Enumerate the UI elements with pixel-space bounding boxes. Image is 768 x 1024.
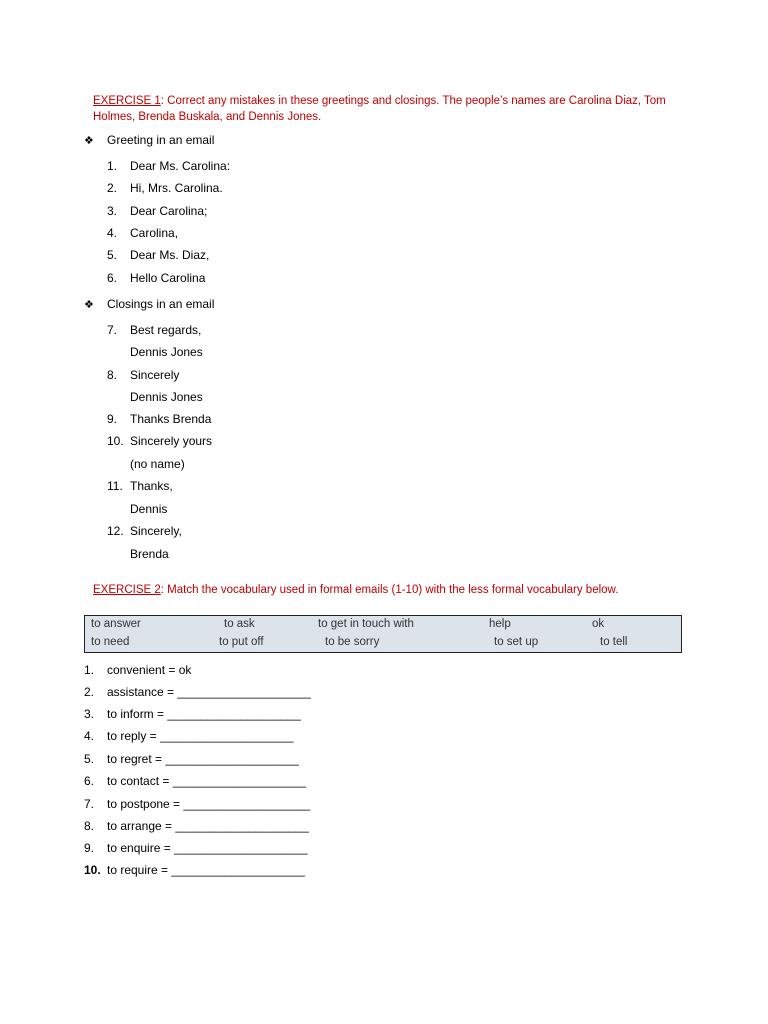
item-number: 9. xyxy=(84,841,95,855)
diamond-bullet-icon: ❖ xyxy=(84,135,94,147)
vocab-word: to get in touch with xyxy=(318,618,414,630)
item-text: convenient = ok xyxy=(107,663,192,677)
item-text: to postpone = ___________________ xyxy=(107,797,311,811)
vocabulary-box xyxy=(84,615,682,653)
item-number: 3. xyxy=(107,204,118,218)
vocab-word: to put off xyxy=(219,636,264,648)
item-number: 2. xyxy=(107,181,118,195)
list-item xyxy=(84,841,308,856)
item-number: 10. xyxy=(84,863,101,877)
item-number: 1. xyxy=(84,663,95,677)
list-item xyxy=(84,797,310,812)
list-item xyxy=(84,663,191,678)
list-item xyxy=(84,707,301,722)
list-item xyxy=(84,774,306,789)
item-text: Dear Carolina; xyxy=(130,204,208,218)
item-text: to regret = ____________________ xyxy=(107,752,299,766)
item-number: 6. xyxy=(107,271,118,285)
list-item xyxy=(84,819,309,834)
item-number: 9. xyxy=(107,412,118,426)
exercise1-instruction-line2: Holmes, Brenda Buskala, and Dennis Jones. xyxy=(93,110,322,123)
exercise1-instruction xyxy=(93,94,693,125)
item-text-second-line: Dennis Jones xyxy=(130,390,203,404)
item-number: 8. xyxy=(107,368,118,382)
item-text: Thanks, xyxy=(130,479,173,493)
closings-heading-text: Closings in an email xyxy=(107,297,215,311)
item-number: 5. xyxy=(84,752,95,766)
vocab-word: to need xyxy=(91,636,130,648)
vocab-word: to answer xyxy=(91,618,141,630)
item-number: 7. xyxy=(84,797,95,811)
item-text: to contact = ____________________ xyxy=(107,774,307,788)
item-text: Dear Ms. Carolina: xyxy=(130,159,231,173)
exercise2-colon: : xyxy=(160,584,164,596)
item-number: 1. xyxy=(107,159,118,173)
item-text: to enquire = ____________________ xyxy=(107,841,308,855)
item-number: 5. xyxy=(107,248,118,262)
item-text: Sincerely, xyxy=(130,524,182,538)
exercise1-colon: : xyxy=(160,95,164,107)
exercise2-label: EXERCISE 2 xyxy=(93,584,161,596)
item-number: 4. xyxy=(107,226,118,240)
exercise1-label: EXERCISE 1 xyxy=(93,95,161,107)
item-number: 3. xyxy=(84,707,95,721)
item-number: 7. xyxy=(107,323,118,337)
item-text-second-line: (no name) xyxy=(130,457,185,471)
vocab-word: help xyxy=(489,618,511,630)
item-number: 4. xyxy=(84,729,95,743)
item-text: to require = ____________________ xyxy=(107,863,305,877)
item-text-second-line: Brenda xyxy=(130,547,169,561)
vocab-word: to set up xyxy=(494,636,539,648)
item-number: 10. xyxy=(107,434,124,448)
item-number: 8. xyxy=(84,819,95,833)
list-item xyxy=(84,752,299,767)
item-text: to arrange = ____________________ xyxy=(107,819,309,833)
item-number: 11. xyxy=(107,479,123,493)
item-text: Best regards, xyxy=(130,323,202,337)
item-text: to inform = ____________________ xyxy=(107,707,301,721)
item-number: 2. xyxy=(84,685,95,699)
item-text: Carolina, xyxy=(130,226,179,240)
list-item xyxy=(84,685,311,700)
exercise1-instruction-line1: Correct any mistakes in these greetings and closings. The people’s names are Carolina Diaz, Tom xyxy=(163,95,666,107)
item-text: Dear Ms. Diaz, xyxy=(130,248,210,262)
vocab-word: ok xyxy=(592,618,605,630)
item-number: 12. xyxy=(107,524,124,538)
list-item xyxy=(84,863,305,878)
exercise2-instruction xyxy=(93,583,693,599)
item-number: 6. xyxy=(84,774,95,788)
exercise2-instruction-text: Match the vocabulary used in formal emails (1-10) with the less formal vocabulary below. xyxy=(163,584,619,596)
greeting-heading-text: Greeting in an email xyxy=(107,133,215,147)
list-item xyxy=(84,729,294,744)
vocab-word: to be sorry xyxy=(325,636,380,648)
closings-section-heading xyxy=(84,297,214,313)
vocab-word: to tell xyxy=(600,636,628,648)
item-text-second-line: Dennis xyxy=(130,502,168,516)
item-text: Sincerely yours xyxy=(130,434,213,448)
item-text-second-line: Dennis Jones xyxy=(130,345,203,359)
item-text: to reply = ____________________ xyxy=(107,729,294,743)
item-text: Sincerely xyxy=(130,368,180,382)
diamond-bullet-icon: ❖ xyxy=(84,299,94,311)
item-text: Hello Carolina xyxy=(130,271,206,285)
greeting-section-heading xyxy=(84,133,214,149)
item-text: Hi, Mrs. Carolina. xyxy=(130,181,223,195)
item-text: Thanks Brenda xyxy=(130,412,212,426)
item-text: assistance = ____________________ xyxy=(107,685,311,699)
vocab-word: to ask xyxy=(224,618,255,630)
